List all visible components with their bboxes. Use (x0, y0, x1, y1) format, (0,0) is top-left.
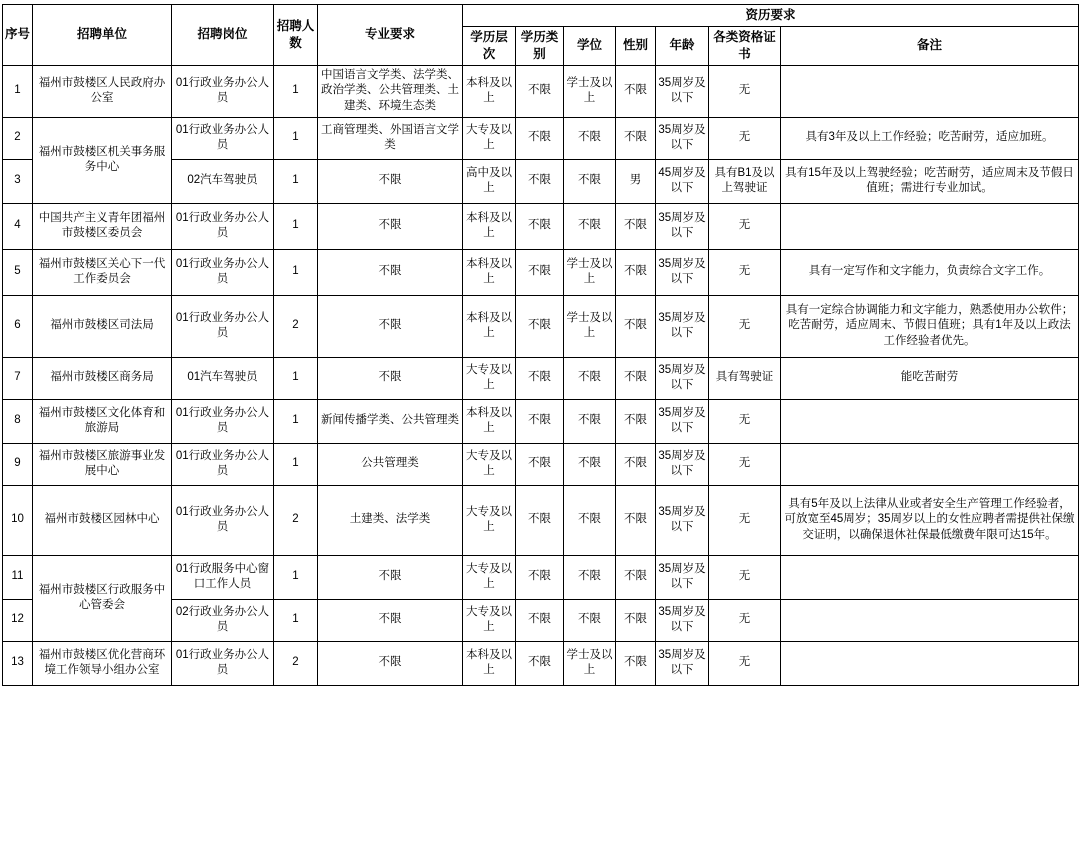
cell-age: 35周岁及以下 (656, 295, 709, 357)
cell-index: 10 (3, 485, 33, 555)
cell-edu-type: 不限 (516, 485, 564, 555)
cell-count: 1 (274, 159, 318, 203)
header-row-1 (3, 5, 1079, 27)
cell-post: 01行政业务办公人员 (172, 249, 274, 295)
table-row (3, 295, 1079, 357)
cell-gender: 不限 (616, 249, 656, 295)
cell-edu-type: 不限 (516, 65, 564, 117)
cell-index: 5 (3, 249, 33, 295)
cell-index: 2 (3, 117, 33, 159)
cell-degree: 学士及以上 (564, 641, 616, 685)
cell-major: 新闻传播学类、公共管理类 (318, 399, 463, 443)
cell-major: 不限 (318, 641, 463, 685)
cell-post: 01行政业务办公人员 (172, 399, 274, 443)
cell-degree: 学士及以上 (564, 65, 616, 117)
cell-gender: 男 (616, 159, 656, 203)
cell-post: 01行政业务办公人员 (172, 117, 274, 159)
table-body (3, 65, 1079, 685)
cell-unit: 福州市鼓楼区旅游事业发展中心 (33, 443, 172, 485)
cell-edu-type: 不限 (516, 555, 564, 599)
cell-certificate: 具有B1及以上驾驶证 (709, 159, 781, 203)
cell-count: 1 (274, 65, 318, 117)
cell-edu-level: 大专及以上 (463, 443, 516, 485)
cell-major: 中国语言文学类、法学类、政治学类、公共管理类、土建类、环境生态类 (318, 65, 463, 117)
cell-count: 1 (274, 599, 318, 641)
cell-certificate: 无 (709, 485, 781, 555)
cell-unit: 福州市鼓楼区机关事务服务中心 (33, 117, 172, 203)
cell-unit: 福州市鼓楼区优化营商环境工作领导小组办公室 (33, 641, 172, 685)
cell-note (781, 443, 1079, 485)
header-edu-type: 学历类别 (516, 26, 564, 65)
cell-count: 2 (274, 295, 318, 357)
cell-index: 12 (3, 599, 33, 641)
cell-note (781, 555, 1079, 599)
cell-unit: 福州市鼓楼区人民政府办公室 (33, 65, 172, 117)
cell-major: 公共管理类 (318, 443, 463, 485)
cell-post: 02行政业务办公人员 (172, 599, 274, 641)
cell-edu-type: 不限 (516, 399, 564, 443)
cell-unit: 中国共产主义青年团福州市鼓楼区委员会 (33, 203, 172, 249)
cell-certificate: 具有驾驶证 (709, 357, 781, 399)
cell-age: 35周岁及以下 (656, 443, 709, 485)
cell-post: 01汽车驾驶员 (172, 357, 274, 399)
table-header (3, 5, 1079, 66)
cell-edu-type: 不限 (516, 641, 564, 685)
cell-note: 具有一定写作和文字能力，负责综合文字工作。 (781, 249, 1079, 295)
cell-count: 2 (274, 485, 318, 555)
header-age: 年龄 (656, 26, 709, 65)
cell-unit: 福州市鼓楼区文化体育和旅游局 (33, 399, 172, 443)
recruitment-table (2, 4, 1079, 686)
cell-major: 不限 (318, 357, 463, 399)
cell-gender: 不限 (616, 555, 656, 599)
cell-age: 35周岁及以下 (656, 599, 709, 641)
cell-edu-level: 本科及以上 (463, 249, 516, 295)
table-row (3, 249, 1079, 295)
cell-count: 2 (274, 641, 318, 685)
table-row (3, 641, 1079, 685)
cell-index: 11 (3, 555, 33, 599)
cell-post: 01行政业务办公人员 (172, 443, 274, 485)
cell-age: 35周岁及以下 (656, 399, 709, 443)
cell-count: 1 (274, 443, 318, 485)
cell-edu-type: 不限 (516, 295, 564, 357)
header-unit: 招聘单位 (33, 5, 172, 66)
cell-major: 不限 (318, 295, 463, 357)
cell-degree: 不限 (564, 555, 616, 599)
cell-certificate: 无 (709, 249, 781, 295)
cell-age: 35周岁及以下 (656, 641, 709, 685)
table-row (3, 555, 1079, 599)
header-major: 专业要求 (318, 5, 463, 66)
cell-index: 7 (3, 357, 33, 399)
cell-age: 35周岁及以下 (656, 555, 709, 599)
cell-post: 02汽车驾驶员 (172, 159, 274, 203)
cell-post: 01行政业务办公人员 (172, 65, 274, 117)
cell-major: 不限 (318, 599, 463, 641)
cell-note (781, 399, 1079, 443)
header-index: 序号 (3, 5, 33, 66)
cell-edu-level: 大专及以上 (463, 555, 516, 599)
cell-degree: 不限 (564, 443, 616, 485)
cell-gender: 不限 (616, 203, 656, 249)
cell-edu-level: 大专及以上 (463, 357, 516, 399)
cell-edu-level: 本科及以上 (463, 65, 516, 117)
table-row (3, 399, 1079, 443)
cell-edu-type: 不限 (516, 249, 564, 295)
cell-age: 35周岁及以下 (656, 249, 709, 295)
cell-degree: 不限 (564, 159, 616, 203)
cell-post: 01行政业务办公人员 (172, 641, 274, 685)
cell-age: 35周岁及以下 (656, 65, 709, 117)
cell-index: 6 (3, 295, 33, 357)
header-edu-level: 学历层次 (463, 26, 516, 65)
cell-count: 1 (274, 117, 318, 159)
cell-count: 1 (274, 399, 318, 443)
header-gender: 性别 (616, 26, 656, 65)
cell-major: 土建类、法学类 (318, 485, 463, 555)
table-row (3, 485, 1079, 555)
cell-gender: 不限 (616, 65, 656, 117)
cell-age: 35周岁及以下 (656, 357, 709, 399)
cell-certificate: 无 (709, 117, 781, 159)
cell-edu-level: 大专及以上 (463, 117, 516, 159)
cell-degree: 不限 (564, 485, 616, 555)
cell-note: 具有5年及以上法律从业或者安全生产管理工作经验者，可放宽至45周岁；35周岁以上的女性应聘者需提供社保缴交证明，以确保退休社保最低缴费年限可达15年。 (781, 485, 1079, 555)
cell-note (781, 641, 1079, 685)
cell-certificate: 无 (709, 399, 781, 443)
cell-index: 13 (3, 641, 33, 685)
cell-gender: 不限 (616, 399, 656, 443)
cell-edu-type: 不限 (516, 443, 564, 485)
cell-major: 不限 (318, 249, 463, 295)
cell-certificate: 无 (709, 203, 781, 249)
cell-index: 3 (3, 159, 33, 203)
cell-gender: 不限 (616, 357, 656, 399)
cell-unit: 福州市鼓楼区行政服务中心管委会 (33, 555, 172, 641)
cell-count: 1 (274, 555, 318, 599)
cell-certificate: 无 (709, 295, 781, 357)
cell-gender: 不限 (616, 117, 656, 159)
cell-edu-type: 不限 (516, 357, 564, 399)
cell-post: 01行政业务办公人员 (172, 485, 274, 555)
cell-degree: 不限 (564, 117, 616, 159)
header-degree: 学位 (564, 26, 616, 65)
cell-count: 1 (274, 203, 318, 249)
cell-major: 工商管理类、外国语言文学类 (318, 117, 463, 159)
cell-edu-type: 不限 (516, 159, 564, 203)
cell-edu-type: 不限 (516, 599, 564, 641)
cell-gender: 不限 (616, 599, 656, 641)
cell-certificate: 无 (709, 641, 781, 685)
header-note: 备注 (781, 26, 1079, 65)
cell-edu-level: 本科及以上 (463, 641, 516, 685)
cell-age: 35周岁及以下 (656, 485, 709, 555)
table-row (3, 357, 1079, 399)
header-count: 招聘人数 (274, 5, 318, 66)
cell-index: 9 (3, 443, 33, 485)
cell-age: 35周岁及以下 (656, 117, 709, 159)
cell-certificate: 无 (709, 555, 781, 599)
cell-edu-level: 本科及以上 (463, 295, 516, 357)
cell-gender: 不限 (616, 443, 656, 485)
cell-age: 45周岁及以下 (656, 159, 709, 203)
header-qualification-group: 资历要求 (463, 5, 1079, 27)
cell-index: 4 (3, 203, 33, 249)
cell-gender: 不限 (616, 641, 656, 685)
cell-unit: 福州市鼓楼区商务局 (33, 357, 172, 399)
cell-major: 不限 (318, 555, 463, 599)
cell-degree: 学士及以上 (564, 295, 616, 357)
cell-post: 01行政业务办公人员 (172, 203, 274, 249)
cell-post: 01行政业务办公人员 (172, 295, 274, 357)
cell-edu-level: 高中及以上 (463, 159, 516, 203)
cell-degree: 不限 (564, 399, 616, 443)
cell-unit: 福州市鼓楼区关心下一代工作委员会 (33, 249, 172, 295)
cell-edu-level: 本科及以上 (463, 399, 516, 443)
cell-edu-level: 大专及以上 (463, 599, 516, 641)
table-row (3, 203, 1079, 249)
cell-note: 具有15年及以上驾驶经验；吃苦耐劳，适应周末及节假日值班；需进行专业加试。 (781, 159, 1079, 203)
cell-edu-type: 不限 (516, 203, 564, 249)
cell-certificate: 无 (709, 443, 781, 485)
cell-gender: 不限 (616, 485, 656, 555)
cell-post: 01行政服务中心窗口工作人员 (172, 555, 274, 599)
cell-unit: 福州市鼓楼区司法局 (33, 295, 172, 357)
cell-note (781, 203, 1079, 249)
table-row (3, 65, 1079, 117)
cell-degree: 不限 (564, 357, 616, 399)
cell-index: 1 (3, 65, 33, 117)
cell-count: 1 (274, 357, 318, 399)
cell-gender: 不限 (616, 295, 656, 357)
cell-degree: 不限 (564, 203, 616, 249)
cell-age: 35周岁及以下 (656, 203, 709, 249)
cell-note (781, 65, 1079, 117)
cell-note (781, 599, 1079, 641)
cell-degree: 不限 (564, 599, 616, 641)
cell-note: 能吃苦耐劳 (781, 357, 1079, 399)
table-row (3, 117, 1079, 159)
cell-unit: 福州市鼓楼区园林中心 (33, 485, 172, 555)
cell-count: 1 (274, 249, 318, 295)
cell-major: 不限 (318, 159, 463, 203)
cell-major: 不限 (318, 203, 463, 249)
header-certificate: 各类资格证书 (709, 26, 781, 65)
cell-index: 8 (3, 399, 33, 443)
cell-note: 具有3年及以上工作经验；吃苦耐劳，适应加班。 (781, 117, 1079, 159)
cell-edu-level: 本科及以上 (463, 203, 516, 249)
cell-certificate: 无 (709, 65, 781, 117)
cell-note: 具有一定综合协调能力和文字能力，熟悉使用办公软件；吃苦耐劳，适应周末、节假日值班；具有1年及以上政法工作经验者优先。 (781, 295, 1079, 357)
cell-edu-level: 大专及以上 (463, 485, 516, 555)
cell-certificate: 无 (709, 599, 781, 641)
header-post: 招聘岗位 (172, 5, 274, 66)
cell-edu-type: 不限 (516, 117, 564, 159)
cell-degree: 学士及以上 (564, 249, 616, 295)
table-row (3, 443, 1079, 485)
